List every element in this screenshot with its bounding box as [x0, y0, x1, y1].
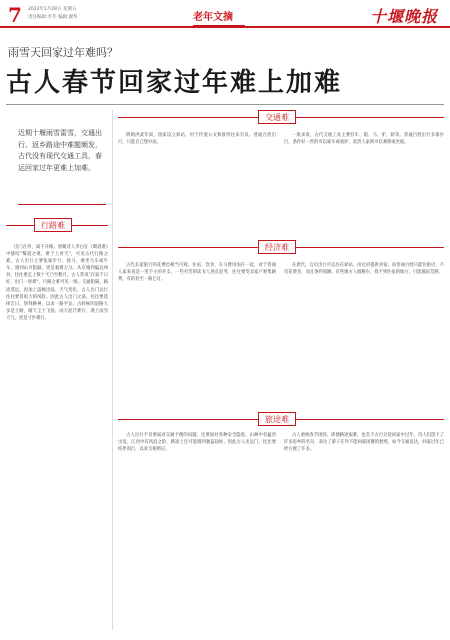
article-column-traffic-left [118, 132, 276, 190]
section-title: 老年文摘 [193, 8, 245, 27]
issue-date: 2022年1月28日 星期五 [28, 7, 77, 12]
paragraph: 明朝洪武年间，国家设立驿站，用于传递公文和接待往来官员。普通百姓出行，只能自己想办法。 [118, 133, 276, 146]
article-column-tourism-right [284, 432, 444, 628]
paragraph: 古代长途旅行的花费也相当可观。住宿、饮食、车马费用加在一起，对于普通人家来说是一笔不小的开支。一些穷苦的读书人进京赶考，往往要变卖家产筹集路费，有的甚至一路乞讨。 [118, 263, 276, 283]
article-column-economy-left [118, 262, 276, 412]
editors-credit: 责任编辑:李冬 编辑:谢华 [28, 15, 78, 20]
paragraph: 一般来说，古代交通工具主要有车、船、马、驴、轿等。普通百姓出行多靠步行，条件好一些的可以雇车或骑驴，富贵人家则可以乘轿或坐船。 [284, 133, 444, 146]
article-kicker: 雨雪天回家过年难吗？ [8, 46, 118, 59]
article-intro: 近期十堰雨雪雷雪，交通出行、返乡路途中难题频发，古代没有现代交通工具，春运回家过年更难上加难。 [18, 129, 102, 172]
paragraph: 出门在外，离不开路。唐朝诗人李白在《蜀道难》中感叹"蜀道之难，难于上青天"，可见古代行路之难。古人出行主要依靠步行、骑马、乘坐马车或牛车，遇到山川阻隔，更是艰难万分。从京城到偏远州县，往往要走上数十天乃至数月。古人常说"在家千日好，出门一时难"，行路之难可见一斑。交通阻隔，路途遥远，再加上盗贼出没、天气变化，古人出门远行往往要冒很大的风险。因此古人出门之前，往往要选择吉日，祭拜路神，以求一路平安。古时候的道路大多是土路，晴天尘土飞扬，雨天泥泞难行，遇上雨雪天气，更是寸步难行。 [6, 245, 108, 321]
subhead-travel: 行路难 [34, 218, 72, 232]
paragraph: 古人出行不仅要面对交通不便的问题，还要面对各种安全隐患。山林中有猛兽出没，江河中有风浪之险，路途上还可能遇到强盗劫匪。因此古人出远门，往往要结伴而行，以求互相照应。 [118, 433, 276, 453]
paragraph: 古人重视春节团圆，即便路途艰难，也会千方百计赶回家中过年。诗人们留下了许多思乡的名句，表达了游子在外不能回家团聚的愁绪。如今交通发达，回家过年已经方便了许多。 [284, 433, 444, 453]
paragraph: 在唐代，官员出行可以住在驿站，由官府提供食宿；而普通百姓只能住旅店，不仅花费多，而且条件简陋。有些地方人烟稀少，找不到住宿的地方，只能露宿荒野。 [284, 263, 444, 276]
subhead-tourism: 旅途难 [258, 412, 296, 426]
page-header [0, 0, 450, 28]
headline-divider [6, 104, 444, 105]
subhead-traffic: 交通难 [258, 110, 296, 124]
article-column-1 [6, 244, 108, 624]
article-column-tourism-left [118, 432, 276, 628]
newspaper-masthead: 十堰晚报 [369, 7, 438, 26]
column-divider [112, 110, 113, 630]
page-number: 7 [8, 3, 22, 27]
subhead-economy: 经济难 [258, 240, 296, 254]
article-column-economy-right [284, 262, 444, 402]
article-column-traffic-right [284, 132, 444, 232]
article-headline: 古人春节回家过年难上加难 [6, 68, 343, 98]
intro-divider [18, 204, 106, 205]
